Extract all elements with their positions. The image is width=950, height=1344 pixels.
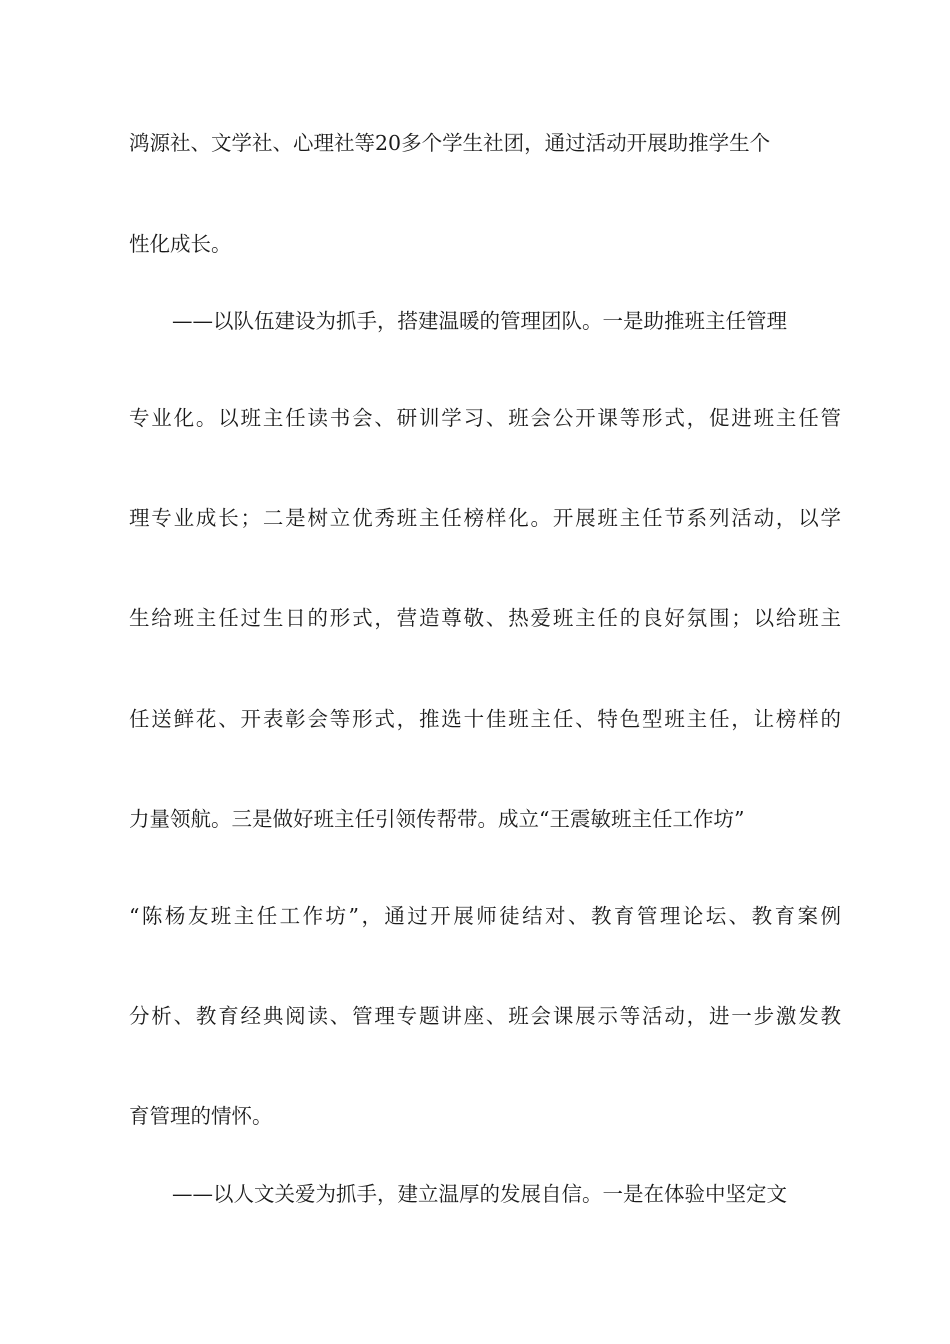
text-line-5: 理专业成长；二是树立优秀班主任榜样化。开展班主任节系列活动，以学 [129, 506, 841, 530]
text-line-11: 育管理的情怀。 [129, 1104, 273, 1128]
text-line-1: 鸿源社、文学社、心理社等20多个学生社团，通过活动开展助推学生个 [129, 131, 771, 155]
text-line-2: 性化成长。 [129, 232, 232, 256]
text-line-4: 专业化。以班主任读书会、研训学习、班会公开课等形式，促进班主任管 [129, 406, 841, 430]
text-line-6: 生给班主任过生日的形式，营造尊敬、热爱班主任的良好氛围；以给班主 [129, 606, 841, 630]
text-line-3: ——以队伍建设为抓手，搭建温暖的管理团队。一是助推班主任管理 [172, 309, 787, 333]
text-line-10: 分析、教育经典阅读、管理专题讲座、班会课展示等活动，进一步激发教 [129, 1004, 841, 1028]
text-line-9: “陈杨友班主任工作坊”，通过开展师徒结对、教育管理论坛、教育案例 [129, 904, 841, 928]
text-line-12: ——以人文关爱为抓手，建立温厚的发展自信。一是在体验中坚定文 [172, 1182, 787, 1206]
text-line-8: 力量领航。三是做好班主任引领传帮带。成立“王震敏班主任工作坊” [129, 807, 745, 831]
text-line-7: 任送鲜花、开表彰会等形式，推选十佳班主任、特色型班主任，让榜样的 [129, 707, 841, 731]
